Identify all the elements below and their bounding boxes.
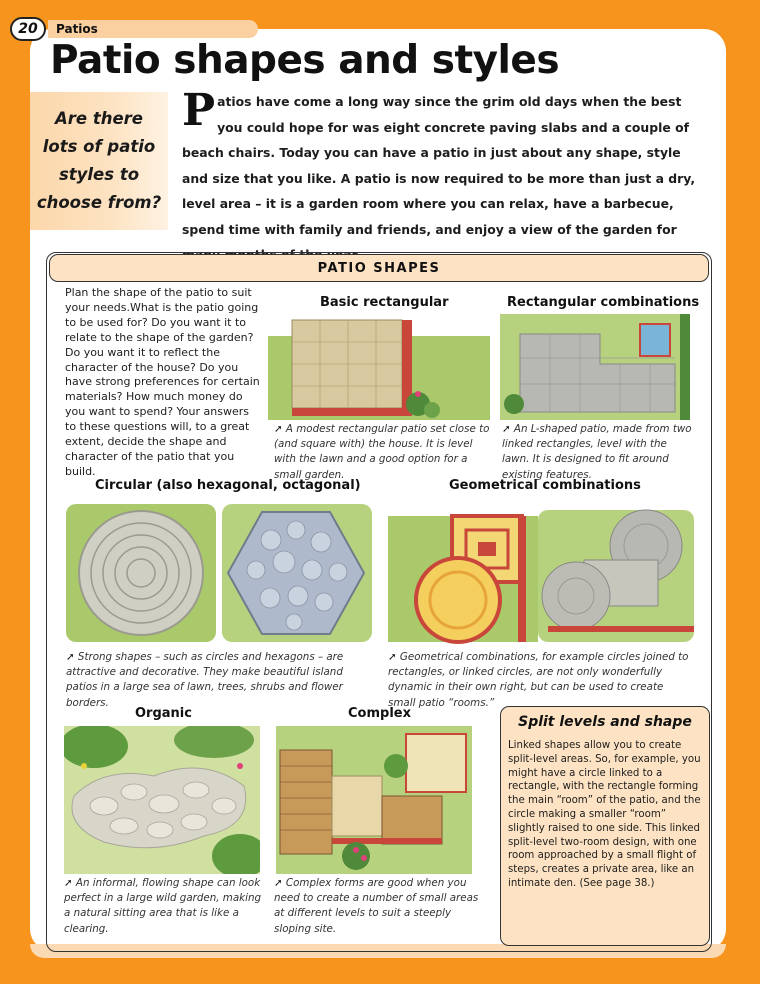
split-levels-text: Linked shapes allow you to create split-level areas. So, for example, you might have a circle linked to a rectangle, with the rectangle forming the main “room” of the patio, and the circle making a smaller “room” slightly raised to one side. This linked split-level two-room design, with one room approached by a small flight of steps, creates a private area, like an intimate den. (See page 38.) [508, 740, 701, 889]
arrow-icon: ➚ [66, 651, 75, 663]
arrow-icon: ➚ [388, 651, 397, 663]
complex-caption [274, 876, 480, 937]
basic-rectangular-heading: Basic rectangular [320, 295, 449, 310]
geometrical-combinations-illustration [388, 500, 694, 646]
complex-illustration [276, 726, 472, 874]
intro-text: atios have come a long way since the grim old days when the best you could hope for was eight concrete paving slabs and a couple of beach chairs. Today you can have a patio in just about any shape, style and size that you like. A patio is now required to be more than just a dry, level area – it is a garden room where you can relax, have a barbecue, spend time with family and friends, and enjoy a view of the garden for [182, 94, 696, 237]
organic-heading: Organic [135, 706, 192, 721]
circular-caption-text: Strong shapes – such as circles and hexagons – are attractive and decorative. They make beautiful island patios in a large sea of lawn, trees, shrubs and flower borders. [66, 651, 344, 709]
rectangular-combinations-illustration [500, 314, 690, 420]
geometrical-combinations-heading: Geometrical combinations [449, 478, 641, 493]
drop-cap: P [182, 85, 216, 136]
basic-rectangular-caption-text: A modest rectangular patio set close to (and square with) the house. It is level with the lawn and a good option for a small garden. [274, 423, 490, 481]
basic-rectangular-illustration [268, 314, 490, 420]
geometrical-combinations-caption-text: Geometrical combinations, for example circles joined to rectangles, or linked circles, are not only wonderfully dynamic in their own right, but can be used to create small patio “rooms.” [388, 651, 689, 709]
page-number: 20 [10, 17, 46, 41]
split-levels-title: Split levels and shape [518, 714, 692, 730]
arrow-icon: ➚ [274, 877, 283, 889]
organic-caption-text: An informal, flowing shape can look perfect in a large wild garden, making a natural sitting area that is like a clearing. [64, 877, 262, 935]
arrow-icon: ➚ [64, 877, 73, 889]
rectangular-combinations-caption-text: An L-shaped patio, made from two linked rectangles, level with the lawn. It is designed to fit around existing features. [502, 423, 692, 481]
patio-shapes-header: PATIO SHAPES [49, 254, 709, 282]
section-label: Patios [48, 20, 258, 38]
organic-illustration [64, 726, 260, 874]
question-callout: Are there lots of patio styles to choose from? [30, 92, 168, 230]
arrow-icon: ➚ [502, 423, 511, 435]
complex-caption-text: Complex forms are good when you need to create a number of small areas at different levels to suit a steeply sloping site. [274, 877, 479, 935]
organic-caption [64, 876, 264, 937]
circular-heading: Circular (also hexagonal, octagonal) [95, 478, 361, 493]
geometrical-combinations-caption [388, 650, 694, 711]
arrow-icon: ➚ [274, 423, 283, 435]
basic-rectangular-caption [274, 422, 490, 483]
intro-paragraph [182, 85, 710, 268]
rectangular-combinations-heading: Rectangular combinations [507, 295, 700, 310]
plan-paragraph: Plan the shape of the patio to suit your needs.What is the patio going to be used for? Do you want it to relate to the shape of the garden? Do you want it to reflect the character of the house? Do you have strong preferences for certain materials? How much money do you want to spend? Your answers to these questions will, to a great extent, decide the shape and character of the patio that you build. [65, 286, 260, 478]
circular-caption [66, 650, 376, 711]
page-title: Patio shapes and styles [50, 38, 560, 83]
complex-heading: Complex [348, 706, 411, 721]
circular-illustration [66, 500, 376, 646]
rectangular-combinations-caption [502, 422, 694, 483]
